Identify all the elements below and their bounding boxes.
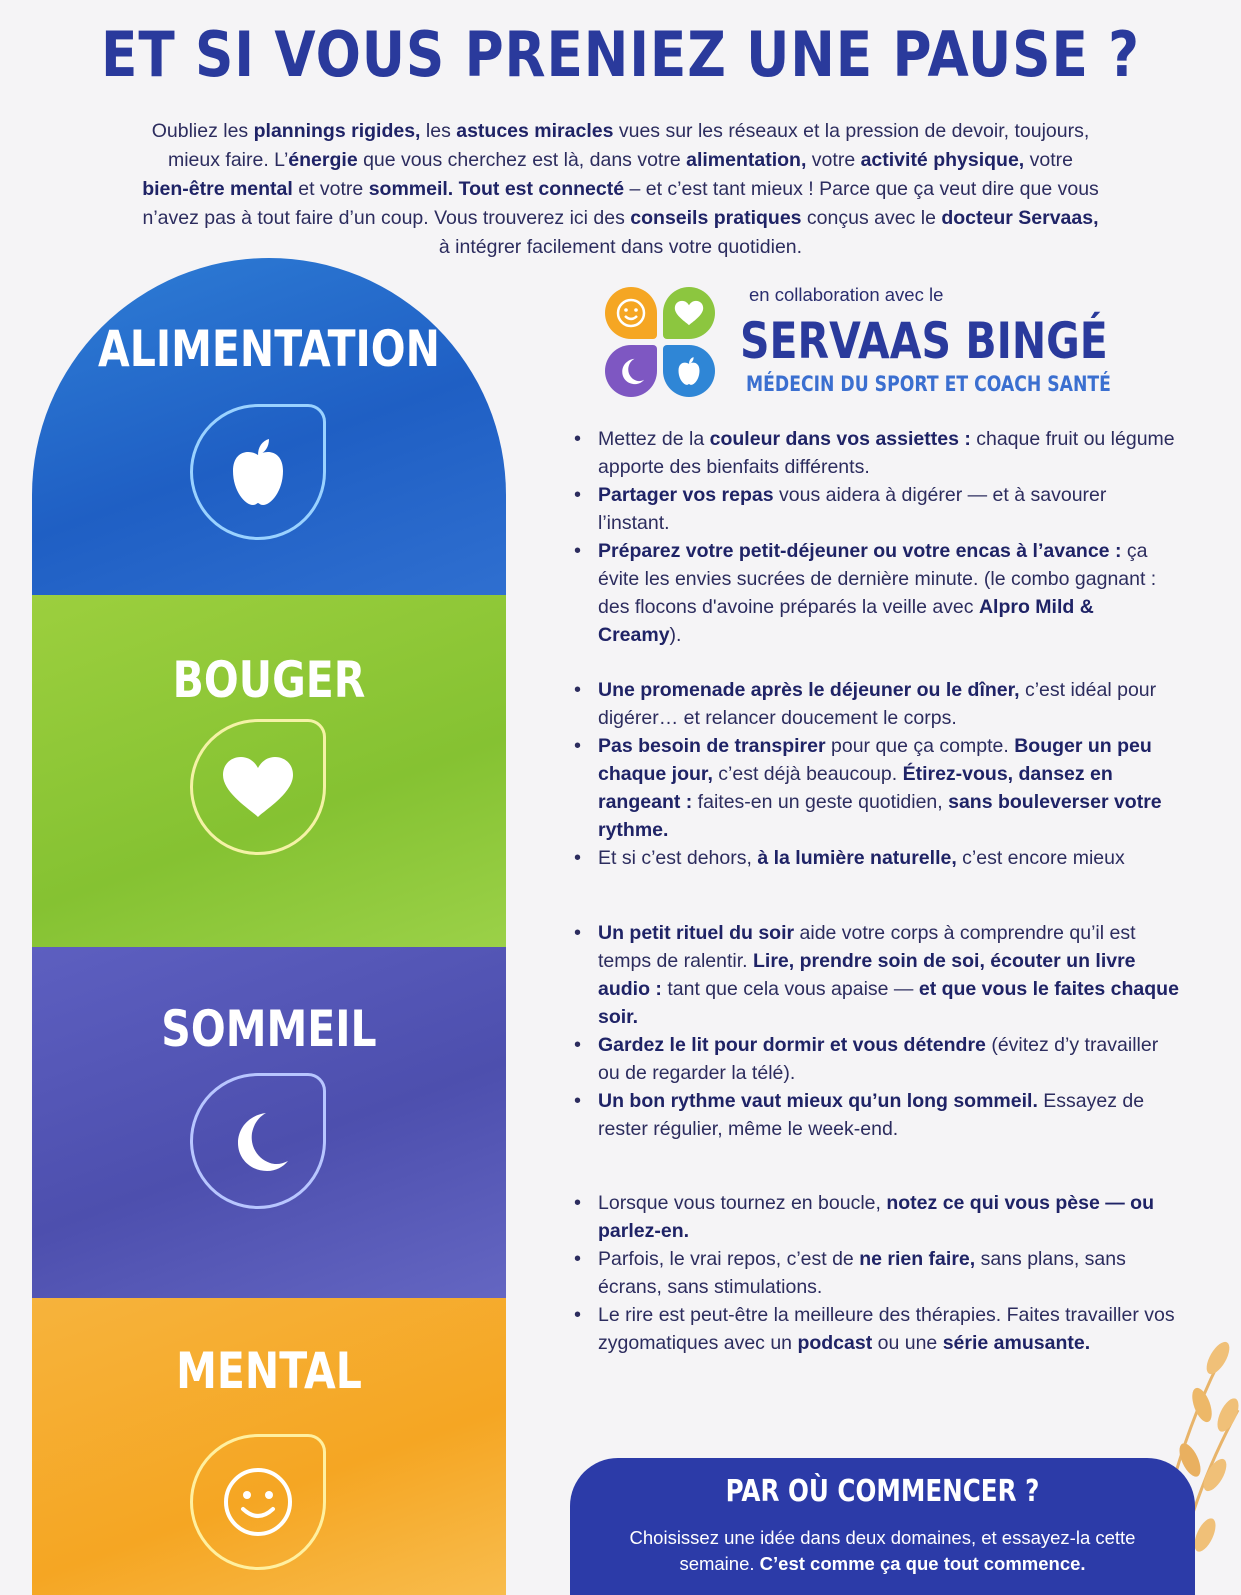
- intro-text: vues sur les réseaux et la pression de devoir, toujours,: [613, 120, 1090, 142]
- bouger-band: [32, 595, 506, 947]
- moon-badge: [190, 1073, 326, 1209]
- logo-smiley-cell: [605, 287, 657, 339]
- tip-item: [570, 732, 1180, 844]
- moon-icon: [226, 1109, 290, 1173]
- intro-bold: bien-être mental: [142, 178, 293, 200]
- tip-item: [570, 1031, 1180, 1087]
- tip-text: c’est encore mieux: [956, 847, 1125, 869]
- start-text: [590, 1525, 1175, 1577]
- tip-item: [570, 537, 1180, 649]
- intro-text: n’avez pas à tout faire d’un coup. Vous trouverez ici des: [142, 207, 631, 229]
- sommeil-tips: [570, 919, 1180, 1143]
- logo-apple-cell: [663, 345, 715, 397]
- logo-moon-cell: [605, 345, 657, 397]
- smiley-icon: [615, 297, 647, 329]
- mental-title: MENTAL: [176, 1342, 362, 1400]
- tip-bold: notez ce qui vous pèse — ou parlez-en.: [598, 1192, 1154, 1242]
- tip-bold: sans bouleverser votre rythme.: [598, 791, 1162, 841]
- tip-text: faites-en un geste quotidien,: [692, 791, 949, 813]
- tip-bold: couleur dans vos assiettes :: [709, 428, 971, 450]
- sommeil-band: [32, 947, 506, 1298]
- intro-bold: astuces miracles: [456, 120, 614, 142]
- intro-text: conçus avec le: [801, 207, 942, 229]
- tip-item: [570, 919, 1180, 1031]
- moon-icon: [617, 357, 645, 385]
- tip-bold: série amusante.: [942, 1332, 1091, 1354]
- intro-text: – et c’est tant mieux ! Parce que ça veut dire que vous: [624, 178, 1099, 200]
- heart-badge: [190, 719, 326, 855]
- sommeil-title: SOMMEIL: [161, 1000, 377, 1058]
- tip-bold: Partager vos repas: [598, 484, 774, 506]
- tip-text: Le rire est peut-être la meilleure des thérapies. Faites travailler vos zygomatiques avec un: [598, 1304, 1175, 1354]
- intro-text: et votre: [292, 178, 369, 200]
- intro-line: [60, 175, 1181, 204]
- start-title: PAR OÙ COMMENCER ?: [725, 1474, 1040, 1509]
- tip-item: [570, 1245, 1180, 1301]
- intro-text: votre: [1024, 149, 1073, 171]
- tip-item: [570, 676, 1180, 732]
- tip-text: pour que ça compte.: [825, 735, 1015, 757]
- tip-bold: podcast: [797, 1332, 873, 1354]
- tip-item: [570, 1301, 1180, 1357]
- tip-item: [570, 425, 1180, 481]
- collaboration-text: en collaboration avec le: [749, 284, 944, 305]
- tip-text: sans plans, sans écrans, sans stimulations.: [598, 1248, 1126, 1298]
- tip-bold: Un bon rythme vaut mieux qu’un long sommeil.: [598, 1090, 1038, 1112]
- heart-icon: [674, 300, 704, 326]
- tip-text: Mettez de la: [598, 428, 710, 450]
- start-text: Choisissez une idée dans deux domaines, et essayez-la cette semaine.: [629, 1527, 1136, 1574]
- tip-list: [570, 919, 1180, 1143]
- tip-text: ou une: [872, 1332, 943, 1354]
- tip-bold: Alpro Mild & Creamy: [598, 596, 1094, 646]
- tip-bold: et que vous le faites chaque soir.: [598, 978, 1179, 1028]
- apple-badge: [190, 404, 326, 540]
- intro-text: les: [420, 120, 457, 142]
- mental-band: [32, 1298, 506, 1595]
- intro-bold: conseils pratiques: [630, 207, 802, 229]
- intro-text: mieux faire. L’: [167, 149, 289, 171]
- tip-text: ça évite les envies sucrées de dernière minute. (le combo gagnant : des flocons d'avoine préparés la veille avec: [598, 540, 1157, 618]
- alimentation-tips: [570, 425, 1180, 649]
- mental-tips: [570, 1189, 1180, 1357]
- alimentation-band: [32, 258, 506, 595]
- tip-bold: Préparez votre petit-déjeuner ou votre encas à l’avance :: [598, 540, 1122, 562]
- tip-text: ).: [669, 624, 682, 646]
- tip-bold: Lire, prendre soin de soi, écouter un livre audio :: [598, 950, 1136, 1000]
- tip-bold: Pas besoin de transpirer: [598, 735, 826, 757]
- tip-text: chaque fruit ou légume apporte des bienfaits différents.: [598, 428, 1175, 478]
- tip-bold: Un petit rituel du soir: [598, 922, 795, 944]
- intro-bold: activité physique,: [860, 149, 1025, 171]
- intro-bold: sommeil. Tout est connecté: [368, 178, 625, 200]
- intro-bold: docteur Servaas,: [941, 207, 1099, 229]
- servaas-logo: [605, 287, 715, 397]
- tip-text: Essayez de rester régulier, même le week-end.: [598, 1090, 1145, 1140]
- tip-item: [570, 1189, 1180, 1245]
- alimentation-title: ALIMENTATION: [98, 320, 440, 378]
- tip-text: c’est idéal pour digérer… et relancer doucement le corps.: [598, 679, 1157, 729]
- logo-heart-cell: [663, 287, 715, 339]
- tip-bold: Étirez-vous, dansez en rangeant :: [598, 763, 1113, 813]
- category-column: [32, 258, 506, 1595]
- intro-bold: énergie: [288, 149, 358, 171]
- bouger-tips: [570, 676, 1180, 872]
- tip-bold: ne rien faire,: [859, 1248, 976, 1270]
- start-bold: C’est comme ça que tout commence.: [759, 1553, 1086, 1574]
- tip-item: [570, 481, 1180, 537]
- heart-icon: [221, 755, 295, 819]
- tip-bold: Une promenade après le déjeuner ou le dîner,: [598, 679, 1020, 701]
- start-box: [570, 1458, 1195, 1595]
- tip-list: [570, 425, 1180, 649]
- intro-line: [60, 146, 1181, 175]
- apple-icon: [227, 437, 289, 507]
- intro-paragraph: [60, 117, 1181, 262]
- intro-text: à intégrer facilement dans votre quotidien.: [438, 236, 803, 258]
- tip-list: [570, 676, 1180, 872]
- intro-bold: plannings rigides,: [253, 120, 421, 142]
- tip-list: [570, 1189, 1180, 1357]
- intro-bold: alimentation,: [686, 149, 807, 171]
- intro-text: Oubliez les: [151, 120, 254, 142]
- tip-text: c’est déjà beaucoup.: [712, 763, 903, 785]
- tip-text: vous aidera à digérer — et à savourer l’instant.: [598, 484, 1107, 534]
- tip-text: tant que cela vous apaise —: [661, 978, 919, 1000]
- bouger-title: BOUGER: [172, 651, 366, 709]
- tip-item: [570, 844, 1180, 872]
- tip-bold: Bouger un peu chaque jour,: [598, 735, 1152, 785]
- tip-item: [570, 1087, 1180, 1143]
- tip-text: aide votre corps à comprendre qu’il est temps de ralentir.: [598, 922, 1136, 972]
- intro-line: [60, 204, 1181, 233]
- intro-text: votre: [806, 149, 861, 171]
- apple-icon: [676, 356, 702, 386]
- intro-text: que vous cherchez est là, dans votre: [357, 149, 687, 171]
- smiley-badge: [190, 1434, 326, 1570]
- tip-text: (évitez d’y travailler ou de regarder la télé).: [598, 1034, 1159, 1084]
- tip-bold: à la lumière naturelle,: [757, 847, 957, 869]
- doctor-name: SERVAAS BINGÉ: [740, 312, 1108, 370]
- smiley-icon: [223, 1467, 293, 1537]
- doctor-subtitle: MÉDECIN DU SPORT ET COACH SANTÉ: [746, 372, 1111, 396]
- page-title: ET SI VOUS PRENIEZ UNE PAUSE ?: [101, 18, 1140, 91]
- tip-text: Parfois, le vrai repos, c’est de: [598, 1248, 860, 1270]
- tip-text: Lorsque vous tournez en boucle,: [598, 1192, 887, 1214]
- tip-text: Et si c’est dehors,: [598, 847, 758, 869]
- tip-bold: Gardez le lit pour dormir et vous détendre: [598, 1034, 986, 1056]
- intro-line: [60, 117, 1181, 146]
